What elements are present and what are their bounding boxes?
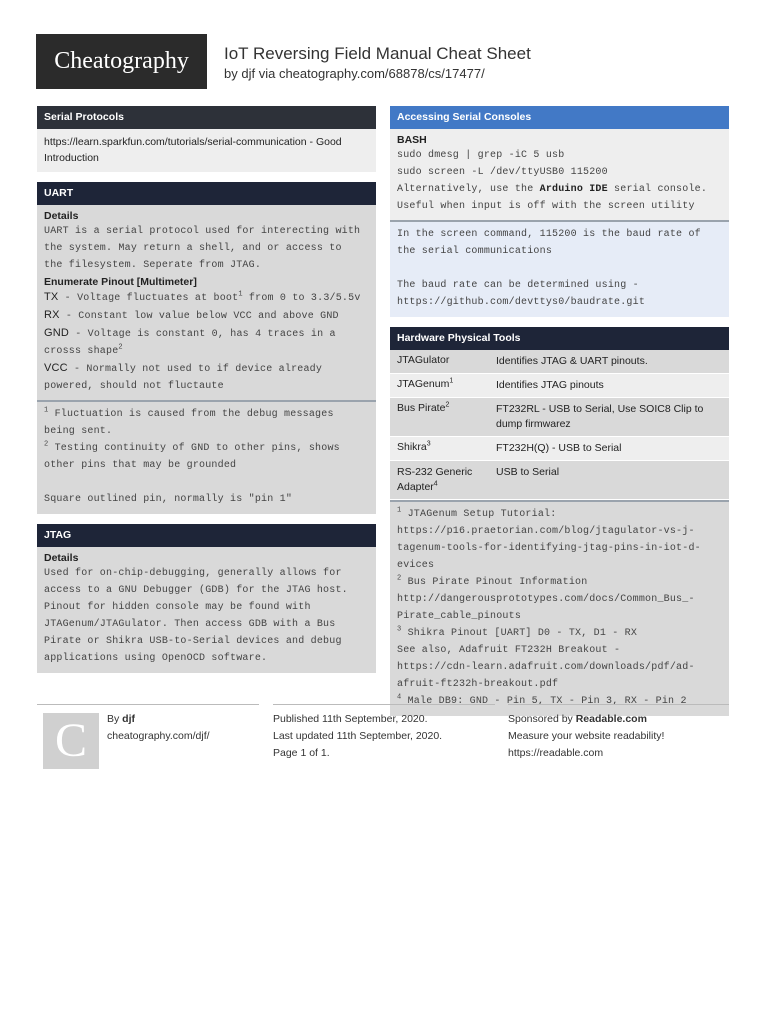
note-link[interactable]: afruit-ft232h-breakout.pdf [397,679,559,690]
rx-key: RX [44,309,60,321]
note-link[interactable]: evices [397,560,435,571]
jtag-line: Pinout for hidden console may be found with [44,602,311,613]
tx-desc-2: from 0 to 3.3/5.5v [242,293,361,304]
note-link[interactable]: tagenum-tools-for-identifying-jtag-pins-in-iot-d- [397,543,701,554]
bash-label: BASH [397,134,427,146]
jtag-line: applications using OpenOCD software. [44,653,268,664]
jtag-body [37,547,376,673]
table-row [390,350,729,374]
note-line: $^2$ Bus Pirate Pinout Information [397,574,588,588]
serial-consoles-section [390,106,729,317]
note-line [44,406,369,423]
uart-notes [37,400,376,514]
table-row [390,461,729,500]
alt-text: Alternatively, use the [397,184,540,195]
note-text: Testing continuity of GND to other pins, shows [48,443,340,454]
uart-details-line: UART is a serial protocol used for interecting with [44,226,361,237]
footer-author-name[interactable]: djf [122,713,135,725]
gnd-key: GND [44,327,70,339]
by-prefix: by [224,66,238,81]
tx-desc: - Voltage fluctuates at boot [58,293,239,304]
tool-desc: Identifies JTAG & UART pinouts. [496,355,648,367]
sponsor-name[interactable]: Readable.com [575,713,647,725]
gnd-desc-2: crosss shape [44,346,119,357]
note-line: The baud rate can be determined using - [397,280,639,291]
tool-name: JTAGenum$^1$ [397,377,454,390]
left-column [37,106,376,683]
tool-name: RS-232 Generic Adapter$^4$ [397,466,473,493]
uart-vcc-line [44,360,369,378]
published-date: Published 11th September, 2020. [273,713,428,725]
baudrate-link[interactable]: https://github.com/devttys0/baudrate.git [397,297,646,308]
vcc-desc: - Normally not used to if device already [67,364,323,375]
footer-author-text [107,711,210,745]
sponsor-url[interactable]: https://readable.com [508,747,604,759]
note-line: In the screen command, 115200 is the baud rate of [397,229,701,240]
bash-command: sudo screen -L /dev/ttyUSB0 115200 [397,167,608,178]
via-link[interactable]: via cheatography.com/68878/cs/17477/ [258,66,485,81]
footnote-num: 2 [44,440,49,449]
jtag-details-text [44,565,369,667]
jtag-header: JTAG [37,524,376,547]
tool-name: JTAGulator [397,354,450,366]
bash-commands [397,147,722,215]
serial-protocols-header: Serial Protocols [37,106,376,129]
note-link[interactable]: http://dangerousprototypes.com/docs/Common_Bus_- [397,594,695,605]
uart-header: UART [37,182,376,205]
uart-details-text [44,223,369,274]
rx-desc: - Constant low value below VCC and above GND [59,311,339,322]
footer-dates [273,704,495,762]
note-link[interactable]: https://p16.praetorian.com/blog/jtagulator-vs-j- [397,526,695,537]
serial-protocols-body [37,129,376,172]
note-line: Square outlined pin, normally is "pin 1" [44,494,293,505]
note-line: $^3$ Shikra Pinout [UART] D0 - TX, D1 - RX [397,625,638,639]
tool-desc: Identifies JTAG pinouts [496,379,604,391]
table-row [390,374,729,398]
serial-protocols-section [37,106,376,172]
tool-name: Bus Pirate$^2$ [397,401,450,414]
serial-protocols-link[interactable]: https://learn.sparkfun.com/tutorials/serial-communication - Good Introduction [44,136,342,164]
jtag-section [37,524,376,673]
uart-tx-line [44,289,369,307]
table-row [390,437,729,461]
vcc-key: VCC [44,362,68,374]
jtag-line: access to a GNU Debugger (GDB) for the JTAG host. [44,585,348,596]
uart-gnd-line [44,325,369,343]
author-avatar[interactable]: C [43,713,99,769]
hardware-notes [390,500,729,716]
uart-rx-line [44,307,369,325]
cheatography-logo[interactable]: Cheatography [36,34,207,89]
note-line: the serial communications [397,246,553,257]
tool-desc: FT232H(Q) - USB to Serial [496,442,622,454]
uart-pinout-label: Enumerate Pinout [Multimeter] [44,276,197,288]
arduino-ide: Arduino IDE [539,184,608,195]
note-line: other pins that may be grounded [44,460,237,471]
table-row [390,398,729,437]
tool-name: Shikra$^3$ [397,440,431,453]
footer-author [37,704,259,773]
note-line: $^4$ Male DB9: GND - Pin 5, TX - Pin 3, RX - Pin 2 [397,693,687,707]
uart-section [37,182,376,514]
gnd-desc: - Voltage is constant 0, has 4 traces in a [69,329,336,340]
sponsor-tagline: Measure your website readability! [508,730,665,742]
uart-gnd-line-2 [44,343,369,360]
tx-key: TX [44,291,59,303]
footnote-ref: 1 [238,290,243,299]
note-line: $^1$ JTAGenum Setup Tutorial: [397,506,557,520]
serial-consoles-header: Accessing Serial Consoles [390,106,729,129]
footer-by-line: By djf [107,713,135,725]
footnote-num: 1 [44,406,49,415]
footer-sponsor [508,704,729,762]
tool-desc: USB to Serial [496,466,560,478]
jtag-line: JTAGenum/JTAGulator. Then access GDB with a Bus [44,619,336,630]
note-line: being sent. [44,426,113,437]
uart-pinout-text [44,289,369,395]
page-title: IoT Reversing Field Manual Cheat Sheet [224,44,531,63]
updated-date: Last updated 11th September, 2020. [273,730,443,742]
bash-useful-line: Useful when input is off with the screen utility [397,201,695,212]
uart-details-line: the system. May return a shell, and or access to [44,243,342,254]
note-line [44,440,369,457]
sponsor-line: Sponsored by Readable.com [508,713,647,725]
footer-author-url[interactable]: cheatography.com/djf/ [107,730,210,742]
tool-desc: FT232RL - USB to Serial, Use SOIC8 Clip to dump firmwarez [496,403,704,430]
footnote-ref: 2 [118,343,123,352]
author-link[interactable]: djf [241,66,256,81]
note-text: Fluctuation is caused from the debug messages [48,409,334,420]
serial-consoles-body [390,129,729,220]
uart-vcc-line-2: powered, should not fluctaute [44,381,224,392]
page-subtitle [224,66,485,81]
jtag-line: Pirate or Shikra USB-to-Serial devices and debug [44,636,342,647]
jtag-line: Used for on-chip-debugging, generally allows for [44,568,342,579]
uart-details-label: Details [44,210,79,222]
alt-text-2: serial console. [607,184,708,195]
serial-consoles-notes [390,220,729,317]
jtag-details-label: Details [44,552,79,564]
note-link[interactable]: https://cdn-learn.adafruit.com/downloads/pdf/ad- [397,662,695,673]
bash-alt-line [397,181,722,198]
hardware-header: Hardware Physical Tools [390,327,729,350]
right-column [390,106,729,726]
uart-body [37,205,376,400]
note-line: See also, Adafruit FT232H Breakout - [397,645,621,656]
page-number: Page 1 of 1. [273,747,330,759]
hardware-section [390,327,729,716]
bash-command: sudo dmesg | grep -iC 5 usb [397,150,565,161]
uart-details-line: the filesystem. Seperate from JTAG. [44,260,262,271]
note-link[interactable]: Pirate_cable_pinouts [397,611,522,622]
